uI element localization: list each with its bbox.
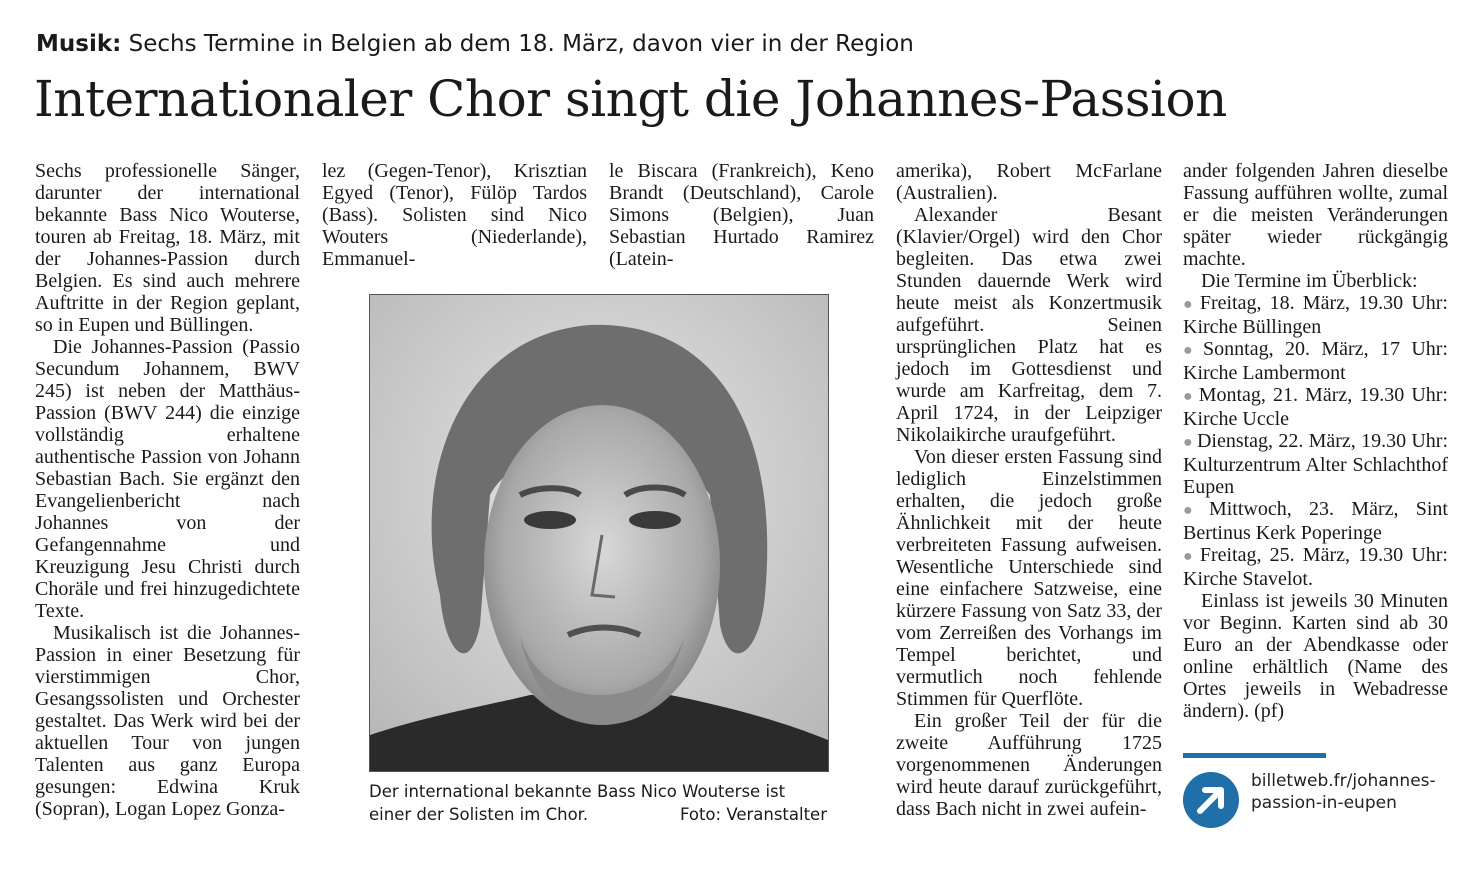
paragraph: Von dieser ersten Fassung sind lediglich Einzelstimmen erhalten, die jedoch große Ähnlichkeit mit der heute verbreiteten Fassung aufweisen. Wesentliche Unterschiede sind eine einfachere Satzweise, eine kürzere Fassung von Satz 33, der vom Zerreißen des Vorhangs im Tempel berichtet, und vermutlich noch fehlende Stimmen für Querflöte. (896, 446, 1162, 710)
kicker-line (36, 28, 1436, 60)
photo-caption (369, 780, 827, 826)
bullet-icon: ● (1183, 388, 1195, 405)
termin-item: ● Dienstag, 22. März, 19.30 Uhr: Kulturzentrum Alter Schlachthof Eupen (1183, 430, 1449, 498)
termin-item: ● Freitag, 18. März, 19.30 Uhr: Kirche Büllingen (1183, 292, 1448, 338)
accent-rule (1183, 753, 1326, 758)
bullet-icon: ● (1183, 502, 1205, 519)
kicker-text: Sechs Termine in Belgien ab dem 18. März, davon vier in der Region (121, 31, 914, 57)
ticket-url[interactable]: billetweb.fr/johannes- passion-in-eupen (1251, 771, 1436, 813)
paragraph: le Biscara (Frankreich), Keno Brandt (Deutschland), Carole Simons (Belgien), Juan Sebastian Hurtado Ramirez (Latein- (609, 160, 874, 270)
portrait-image (370, 295, 828, 771)
arrow-up-right-icon (1183, 772, 1239, 828)
headline: Internationaler Chor singt die Johannes-Passion (34, 70, 1227, 128)
ticket-link[interactable] (1183, 770, 1453, 830)
column-3 (609, 160, 874, 270)
portrait-photo (369, 294, 829, 772)
paragraph: Alexander Besant (Klavier/Orgel) wird den Chor begleiten. Das etwa zwei Stunden dauernde Werk wird heute meist als Konzertmusik aufgeführt. Seinen ursprünglichen Platz hat es jedoch im Gottesdienst und wurde am Karfreitag, dem 7. April 1724, in der Leipziger Nikolaikirche uraufgeführt. (896, 204, 1162, 446)
bullet-icon: ● (1183, 548, 1196, 565)
paragraph: Ein großer Teil der für die zweite Aufführung 1725 vorgenommenen Änderungen wird heute darauf zurückgeführt, dass Bach nicht in zwei aufein- (896, 710, 1162, 820)
paragraph: Sechs professionelle Sänger, darunter der international bekannte Bass Nico Wouterse, touren ab Freitag, 18. März, mit der Johannes-Passion durch Belgien. Es sind auch mehrere Auftritte in der Region geplant, so in Eupen und Büllingen. (35, 160, 300, 336)
bullet-icon: ● (1183, 296, 1196, 313)
termin-item: ● Montag, 21. März, 19.30 Uhr: Kirche Uccle (1183, 384, 1448, 430)
paragraph: lez (Gegen-Tenor), Krisztian Egyed (Tenor), Fülöp Tardos (Bass). Solisten sind Nico Wouters (Niederlande), Emmanuel- (322, 160, 587, 270)
paragraph: amerika), Robert McFarlane (Australien). (896, 160, 1162, 204)
column-2 (322, 160, 587, 270)
bullet-icon: ● (1183, 342, 1200, 359)
termine-heading: Die Termine im Überblick: (1201, 270, 1418, 292)
kicker-label: Musik: (36, 31, 122, 57)
caption-text: Der international bekannte Bass Nico Wouterse ist einer der Solisten im Chor. (369, 782, 786, 824)
paragraph: Musikalisch ist die Johannes-Passion in einer Besetzung für vierstimmigen Chor, Gesangssolisten und Orchester gestaltet. Das Werk wird bei der aktuellen Tour von jungen Talenten aus ganz Europa gesungen: Edwina Kruk (Sopran), Logan Lopez Gonza- (35, 622, 300, 820)
column-5 (1183, 160, 1448, 722)
termin-item: ● Sonntag, 20. März, 17 Uhr: Kirche Lambermont (1183, 338, 1448, 384)
paragraph: ander folgenden Jahren dieselbe Fassung aufführen wollte, zumal er die meisten Veränderungen später wieder rückgängig machte. (1183, 160, 1448, 270)
termin-item: ● Mittwoch, 23. März, Sint Bertinus Kerk Poperinge (1183, 498, 1448, 544)
photo-credit: Foto: Veranstalter (679, 805, 827, 824)
paragraph: Einlass ist jeweils 30 Minuten vor Beginn. Karten sind ab 30 Euro an der Abendkasse oder online erhältlich (Name des Ortes jeweils in Webadresse ändern). (pf) (1183, 590, 1448, 722)
column-1 (35, 160, 300, 820)
paragraph: Die Johannes-Passion (Passio Secundum Johannem, BWV 245) ist neben der Matthäus-Passion (BWV 244) die einzige vollständig erhaltene authentische Passion von Johann Sebastian Bach. Sie ergänzt den Evangelienbericht nach Johannes von der Gefangennahme und Kreuzigung Jesu Christi durch Choräle und frei hinzugedichtete Texte. (35, 336, 300, 622)
bullet-icon: ● (1183, 434, 1193, 451)
termin-item: ● Freitag, 25. März, 19.30 Uhr: Kirche Stavelot. (1183, 544, 1448, 590)
column-4 (896, 160, 1162, 820)
